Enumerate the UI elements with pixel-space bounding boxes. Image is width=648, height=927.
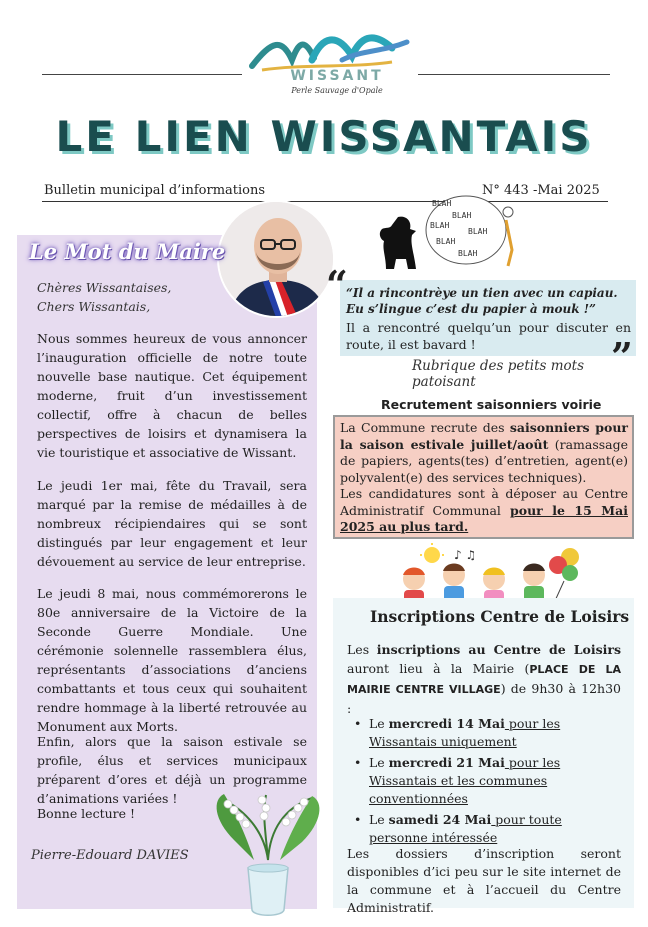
list-item: • Le samedi 24 Mai pour toute personne intéressée — [354, 812, 562, 845]
patois-rubrique: Rubrique des petits mots patoisant — [412, 358, 585, 390]
mayor-paragraph-saison: Enfin, alors que la saison estivale se profile, élus et services municipaux préparent d’ores et déjà un programme d’animations variées ! — [37, 734, 307, 806]
blah-text: BLAH — [432, 199, 452, 208]
mayor-paragraph-8-mai: Le jeudi 8 mai, nous commémorerons le 80e anniversaire de la Victoire de la Seconde Guerre Mondiale. Une cérémonie solennelle rassemblera élus, représentants d’associations d’anciens combattants et tous ceux qui souhaitent rendre hommage à la liberté retrouvée au Monument aux Morts. — [37, 586, 307, 734]
logo-name: WISSANT — [290, 68, 384, 84]
list-item: • Le mercredi 21 Mai pour les Wissantais et les communes conventionnées — [354, 755, 561, 806]
loisirs-title: Inscriptions Centre de Loisirs — [370, 607, 630, 626]
mayor-paragraph-base-nautique: Nous sommes heureux de vous annoncer l’inauguration officielle de notre toute nouvelle base nautique. Cet équipement moderne, fruit d’un investissement collectif, offre à chacun de belles perspectives de loisirs et dynamisera la vie touristique et associative de Wissant. — [37, 331, 307, 460]
mayor-paragraph-fete-travail: Le jeudi 1er mai, fête du Travail, sera marqué par la remise de médailles à de nombreux récipiendaires qui se sont distingués par leur engagement et leur dévouement au service de leur entreprise. — [37, 478, 307, 569]
loisirs-outro: Les dossiers d’inscription seront disponibles d’ici peu sur le site internet de la commune et à l’accueil du Centre Administratif. — [347, 846, 621, 915]
recrutement-title: Recrutement saisonniers voirie — [381, 397, 602, 412]
lily-of-the-valley-vase-icon — [204, 790, 332, 920]
salutation-men: Chers Wissantais, — [37, 299, 151, 314]
mayor-heading: Le Mot du Maire — [29, 239, 226, 264]
loisirs-dates-list — [352, 715, 622, 850]
patois-translation: Il a rencontré quelqu’un pour discuter en route, il est bavard ! — [346, 320, 631, 352]
mayor-signature: Pierre-Edouard DAVIES — [31, 848, 189, 863]
issue-number: N° 443 -Mai 2025 — [482, 183, 600, 198]
newsletter-title: LE LIEN WISSANTAIS — [55, 112, 593, 161]
masthead-rule-left — [42, 74, 242, 75]
mayor-closing: Bonne lecture ! — [37, 806, 136, 821]
blah-text: BLAH — [436, 237, 456, 246]
list-item: • Le mercredi 14 Mai pour les Wissantais uniquement — [354, 716, 561, 749]
wissant-logo — [232, 30, 422, 102]
masthead-rule-right — [418, 74, 610, 75]
loisirs-intro: Les inscriptions au Centre de Loisirs auront lieu à la Mairie (PLACE DE LA MAIRIE CENTRE VILLAGE) de 9h30 à 12h30 : — [347, 642, 622, 716]
quote-close-icon: ” — [611, 334, 633, 379]
patois-quote: “Il a rincontrèye un tien avec un capiau. Eu s’lingue c’est du papier à mouk !” — [346, 286, 618, 316]
logo-tagline: Perle Sauvage d'Opale — [291, 86, 383, 95]
blah-text: BLAH — [430, 221, 450, 230]
blah-text: BLAH — [468, 227, 488, 236]
svg-text:♪ ♫: ♪ ♫ — [454, 548, 477, 562]
quote-open-icon: “ — [326, 262, 348, 307]
blah-text: BLAH — [452, 211, 472, 220]
subtitle-rule — [42, 201, 608, 202]
mayor-photo — [217, 200, 335, 318]
dog-silhouette-icon — [376, 213, 420, 273]
salutation-women: Chères Wissantaises, — [37, 280, 172, 295]
recrutement-text: La Commune recrute des saisonniers pour la saison estivale juillet/août (ramassage de papiers, agents(tes) d’entretien, agent(e) polyvalent(e) des services techniques). Les candidatures sont à déposer au Centre Administratif Communal pour le 15 Mai 2025 au plus tard. — [340, 420, 629, 534]
blah-speech-cloud-icon — [422, 190, 514, 274]
newsletter-subtitle: Bulletin municipal d’informations — [44, 183, 266, 198]
blah-text: BLAH — [458, 249, 478, 258]
